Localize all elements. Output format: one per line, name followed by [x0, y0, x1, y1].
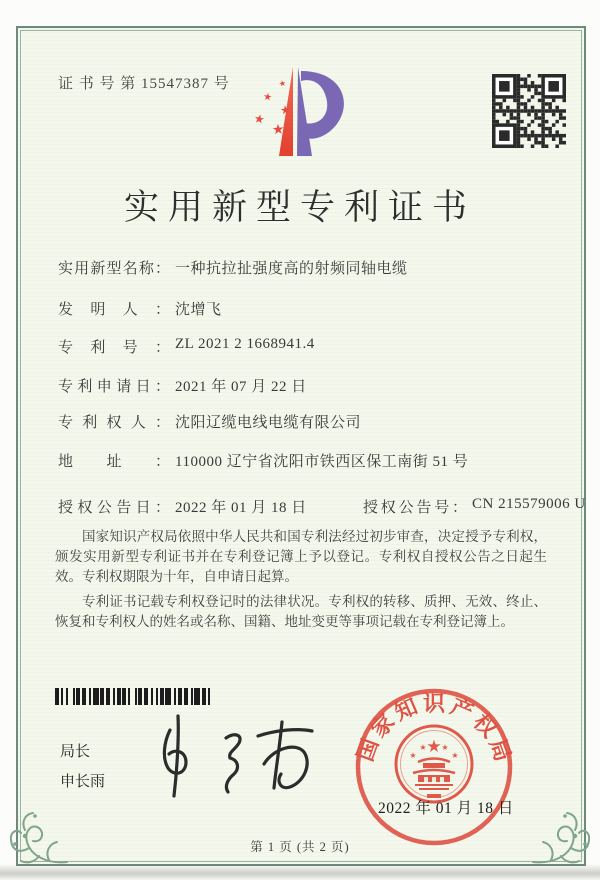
signature-strokes	[140, 708, 330, 803]
field-label: 专利权人：	[58, 415, 170, 431]
qr-code-graphic	[492, 74, 566, 148]
field-label: 实用新型名称：	[58, 261, 170, 277]
grant-number-group	[363, 496, 586, 517]
logo-star-icon: ★	[262, 91, 273, 104]
logo-star-icon: ★	[279, 102, 292, 118]
field-row-patentee	[58, 411, 558, 432]
official-seal	[349, 682, 519, 857]
seal-graphic	[349, 682, 519, 852]
field-value: 沈增飞	[175, 302, 222, 318]
qr-code	[492, 74, 566, 148]
svg-text:识: 识	[422, 691, 446, 716]
barcode	[55, 688, 225, 705]
seal-date: 2022 年 01 月 18 日	[378, 800, 514, 817]
logo-star-icon: ★	[271, 122, 286, 139]
svg-text:国: 国	[352, 735, 384, 765]
svg-text:家: 家	[366, 709, 400, 743]
field-value: 2022 年 01 月 18 日	[175, 500, 307, 516]
field-row-grant	[58, 496, 586, 517]
page-number: 第 1 页 (共 2 页)	[250, 840, 350, 854]
field-value: 一种抗拉扯强度高的射频同轴电缆	[175, 261, 408, 277]
svg-text:知: 知	[391, 693, 422, 726]
field-value: CN 215579006 U	[472, 496, 586, 512]
logo-star-icon: ★	[278, 78, 287, 89]
legal-text	[55, 527, 547, 637]
field-row-inventor	[58, 298, 558, 319]
signer-title: 局长	[60, 743, 91, 760]
certificate-number: 证 书 号 第 15547387 号	[58, 76, 230, 92]
field-value: 2021 年 07 月 22 日	[175, 379, 307, 395]
field-row-name	[58, 257, 558, 278]
field-value: 110000 辽宁省沈阳市铁西区保工南街 51 号	[175, 454, 469, 470]
certificate-title: 实用新型专利证书	[123, 188, 476, 227]
svg-text:★: ★	[409, 751, 417, 760]
svg-text:产: 产	[446, 693, 477, 726]
svg-text:★: ★	[441, 743, 449, 752]
corner-flourish-icon	[531, 786, 595, 866]
corner-flourish-icon	[5, 786, 69, 866]
field-label: 授权公告号：	[363, 500, 467, 516]
legal-paragraph: 专利证书记载专利权登记时的法律状况。专利权的转移、质押、无效、终止、恢复和专利权人的姓名或名称、国籍、地址变更等事项记载在专利登记簿上。	[55, 594, 547, 629]
field-value: ZL 2021 2 1668941.4	[175, 336, 315, 352]
svg-text:★: ★	[426, 737, 442, 756]
legal-paragraph: 国家知识产权局依照中华人民共和国专利法经过初步审查，决定授予专利权，颁发实用新型专利证书并在专利登记簿上予以登记。专利权自授权公告之日起生效。专利权期限为十年，自申请日起算。	[55, 529, 547, 584]
svg-text:权: 权	[468, 709, 502, 743]
field-label: 发明人：	[58, 302, 170, 318]
svg-text:局: 局	[484, 735, 516, 765]
cnipa-logo-icon	[243, 62, 358, 168]
field-value: 沈阳辽缆电线电缆有限公司	[175, 415, 362, 431]
field-row-patent-no	[58, 336, 558, 357]
field-label: 授权公告日：	[58, 500, 170, 516]
field-row-filing-date	[58, 375, 558, 396]
logo-star-icon: ★	[252, 111, 266, 127]
field-label: 专利申请日：	[58, 379, 170, 395]
field-label: 地址：	[58, 454, 170, 470]
scan-edge-shadow	[0, 864, 600, 880]
svg-text:★: ★	[419, 743, 427, 752]
field-label: 专利号：	[58, 340, 170, 356]
signer-name: 申长雨	[60, 773, 106, 790]
signature-script	[140, 708, 330, 808]
field-row-address	[58, 450, 558, 471]
svg-text:★: ★	[451, 751, 459, 760]
